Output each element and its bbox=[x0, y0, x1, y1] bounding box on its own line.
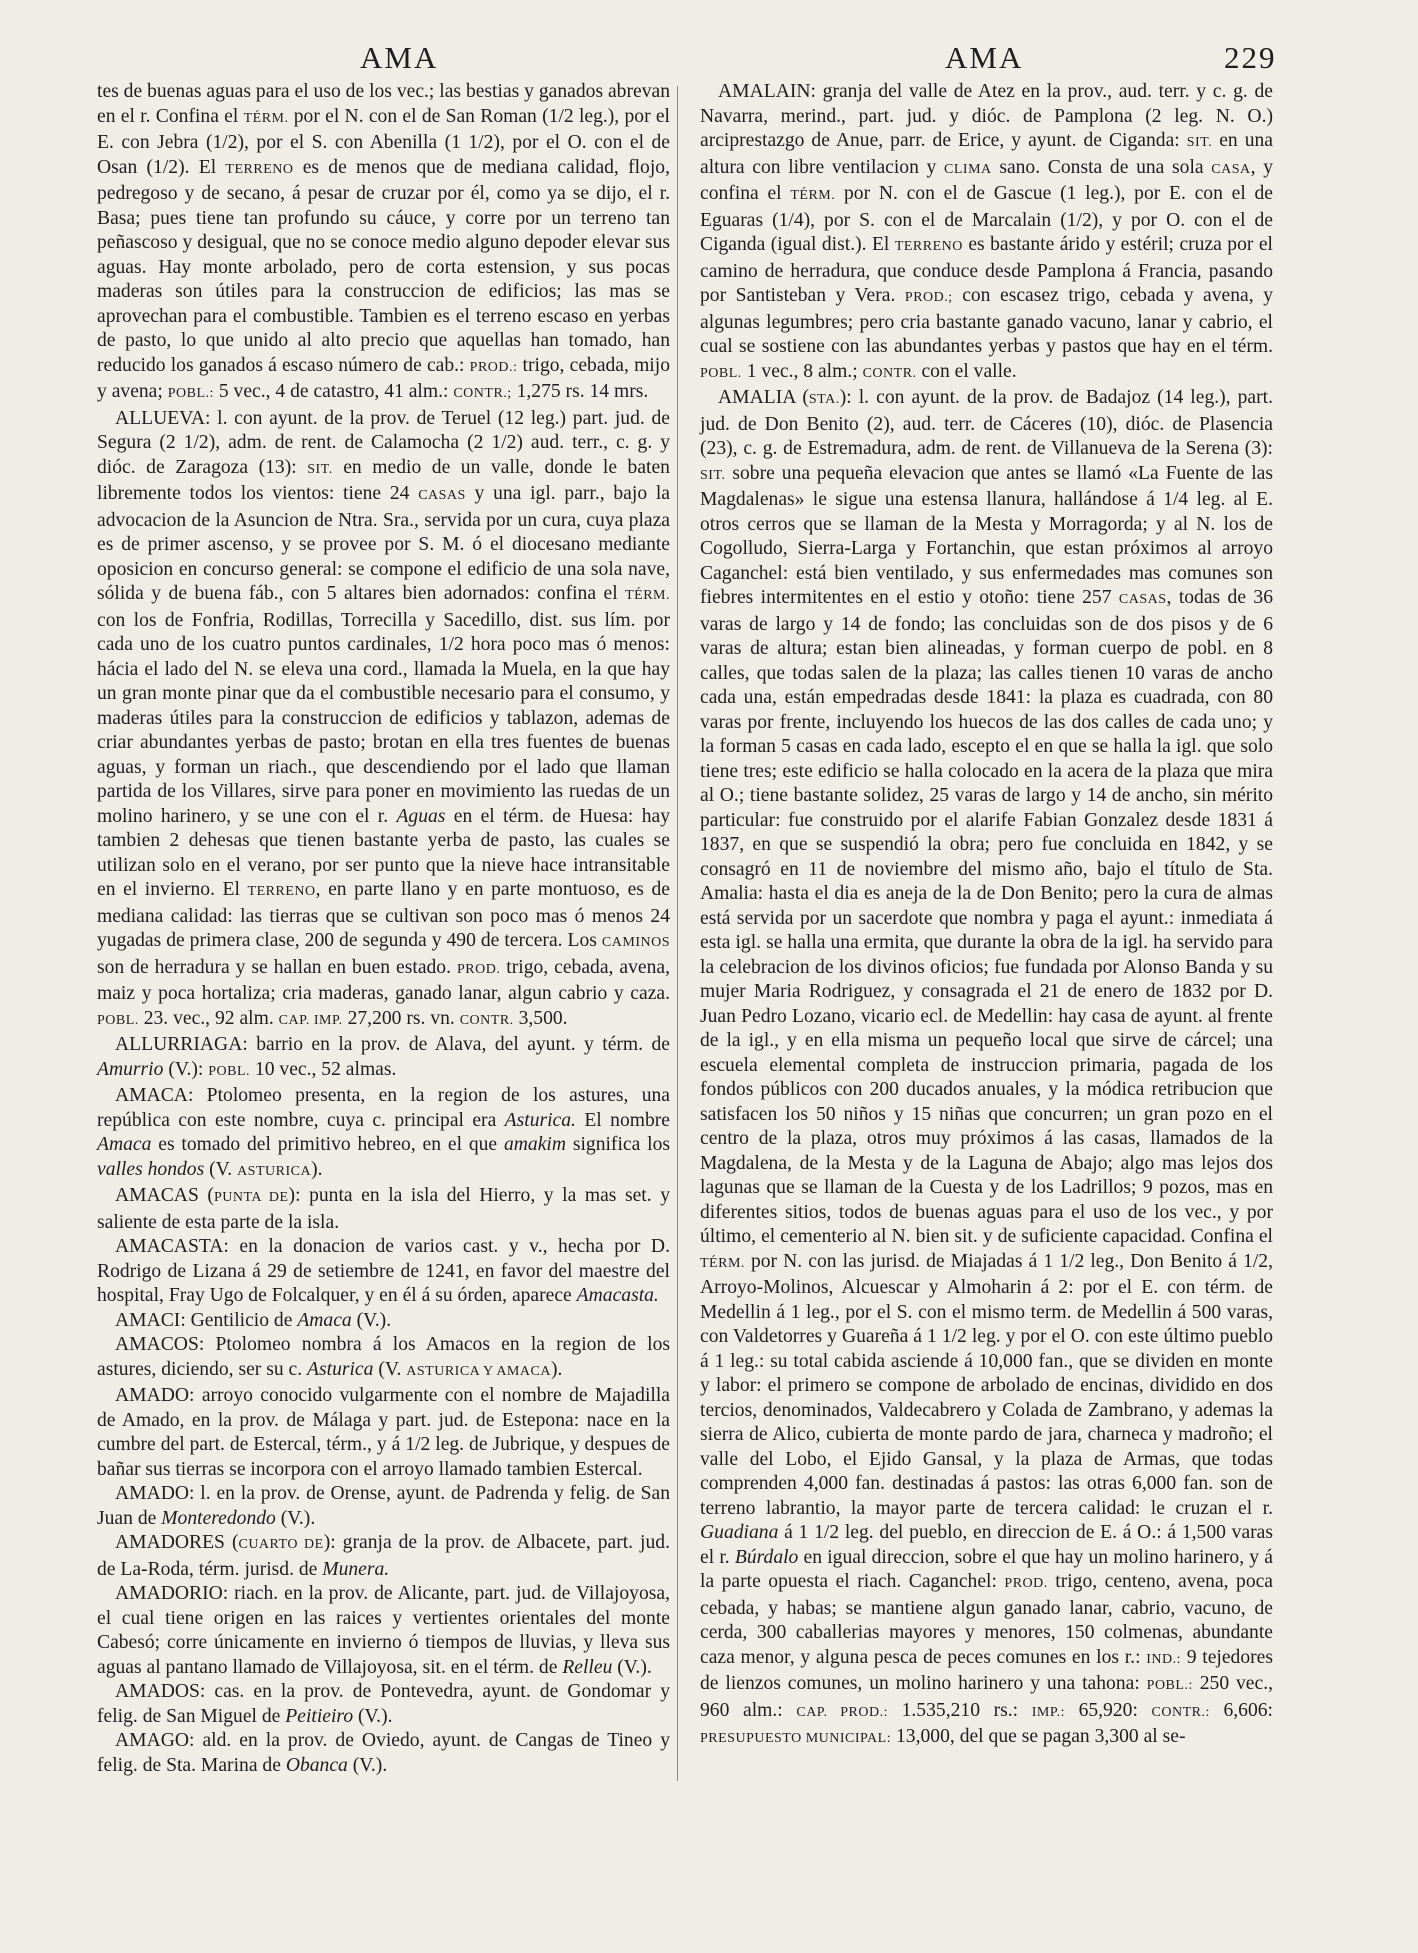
entry-text: CLIMA bbox=[944, 161, 992, 177]
entry-amaci bbox=[97, 1309, 670, 1334]
entry-text: CONTR. bbox=[459, 1012, 514, 1028]
entry-text: por N. con las jurisd. de Miajadas á 1 1/2 leg., Don Benito á 1/2, Arroyo-Molinos, Alcuescar y Almoharin á 2: por el E. con térm. de Medellin á 1 leg., por el S. con el mismo term. de Medellin á 500 varas, con Valdetorres y Guareña á 1 1/2 leg. y por el O. con este último pueblo á 1 leg.: su total cabida asciende á 10,000 fan., que se dividen en monte y labor: el primero se compone de arbolado de encinas, dividido en dos tercios, denominados, Valdecabrero y Colada de Zambrano, y ademas la sierra de Alico, cubierta de monte pardo de jara, charneca y madroño; el valle del Lobo, el Ejido Gansal, y la plaza de Armas, que todas comprenden 4,000 fan. destinadas á pastos: las otras 6,000 fan. son de terreno labrantio, la mayor parte de tercera calidad: le cruzan el r. bbox=[700, 1250, 1273, 1519]
entry-text: significa los bbox=[566, 1134, 670, 1155]
entry-text: 250 vec., 960 alm.: bbox=[700, 1673, 1273, 1721]
entry-text: (V.). bbox=[353, 1705, 393, 1727]
entry-text: AMACAS ( bbox=[115, 1185, 214, 1206]
entry-text: son de herradura y se hallan en buen estado. bbox=[97, 956, 457, 978]
entry-text: 23. vec., 92 alm. bbox=[138, 1007, 279, 1029]
entry-cont bbox=[97, 80, 670, 407]
entry-text: es tomado del primitivo hebreo, en el que bbox=[151, 1134, 504, 1155]
entry-amago bbox=[97, 1729, 670, 1778]
entry-text: TÉRM. bbox=[790, 188, 836, 203]
entry-text: CONTR. bbox=[862, 365, 917, 381]
entry-text: (V.). bbox=[612, 1656, 652, 1678]
entry-text: con escasez trigo, cebada y avena, y algunas legumbres; pero cria bastante ganado vacuno, lanar y cabrio, el cual se sostiene con las abundantes yerbas y pastos que hay en el térm. bbox=[700, 285, 1273, 357]
entry-text: ASTURICA Y AMACA bbox=[406, 1363, 551, 1379]
entry-text: 1,275 rs. 14 mrs. bbox=[511, 381, 649, 402]
entry-text: 5 vec., 4 de catastro, 41 alm.: bbox=[213, 381, 454, 402]
entry-text: 6,606: bbox=[1209, 1699, 1274, 1721]
entry-text: 1 vec., 8 alm.; bbox=[741, 360, 863, 382]
entry-text: , en parte llano y en parte montuoso, es de mediana calidad: las tierras que se cultivan son poco mas ó menos 24 yugadas de primera clase, 200 de segunda y 490 de tercera. Los bbox=[97, 879, 670, 951]
entry-text: SIT. bbox=[1186, 135, 1213, 150]
entry-text: en el térm. de Huesa: hay tambien 2 dehesas que tienen bastante yerba de pasto, las cuales se utilizan solo en el verano, por ser punto que la nieve hace intransitable en el invierno. El bbox=[97, 805, 670, 900]
entry-text: , y confina el bbox=[700, 156, 1274, 204]
entry-text: en igual direccion, sobre el que hay un molino harinero, y á la parte opuesta el riach. Caganchel: bbox=[700, 1546, 1273, 1592]
entry-allueva bbox=[97, 407, 670, 1034]
entry-text: amakim bbox=[503, 1134, 566, 1155]
entry-text: SIT. bbox=[307, 461, 333, 477]
entry-text: ). bbox=[311, 1158, 323, 1180]
entry-amadorio bbox=[97, 1582, 670, 1680]
entry-text: AMACOS: Ptolomeo nombra á los Amacos en la region de los astures, diciendo, ser su c. bbox=[97, 1334, 670, 1380]
entry-text: , todas de 36 varas de largo y 14 de fondo; las concluidas son de dos pisos y de 6 varas de altura; estan bien alineadas, y forman cuerpo de pobl. en 8 calles, que todas salen de la plaza; las calles tienen 10 varas de ancho cada una, están empedradas desde 1841: la plaza es cuadrada, con 80 varas por frente, incluyendo los huecos de las dos calles de cada uno; y la forman 5 casas en cada lado, escepto el en que se halla la igl. que solo tiene tres; este edificio se halla colocado en la acera de la plaza que mira al O.; tiene bastante solidez, 25 varas de largo y 14 de ancho, sin mérito particular: fue construido por el alarife Fabian Gonzalez desde 1831 á 1837, en que se suspendió la obra; pero fue concluida en 1842, y se consagró en 11 de noviembre del mismo año, bajo el título de Sta. Amalia: hasta el dia es aneja de la de Don Benito; pero la cura de almas está servida por un sacerdote que nombra y paga el ayunt.: inmediata á esta igl. se halla una ermita, que durante la obra de la igl. ha servido para la celebracion de los divinos oficios; fue fundada por Alonso Banda y su mujer Maria Rodriguez, y consagrada el 21 de enero de 1832 por D. Juan Pedro Lozano, vicario ecl. de Medellin: hay casa de ayunt. al frente de la igl., y en ella misma un pequeño local que sirve de cárcel; una escuela elemental completa de instruccion primaria, pagada de los fondos públicos con 200 ducados anuales, y la módica retribucion que satisfacen los 50 niños y 15 niñas que concurren; un gran pozo en el centro de la plaza, otros muy próximos á las casas, llamados de la Magdalena, de la Mesta y de la Laguna de Abajo; algo mas lejos dos lagunas que se llaman de la Cuesta y de los Ladrillos; 9 pozos, mas en diferentes sitios, todos de buenas aguas para el uso de los vec., y por último, el cementerio al N. bien sit. y de suficiente capacidad. Confina el bbox=[700, 587, 1273, 1247]
entry-text: CONTR.: bbox=[1151, 1704, 1210, 1720]
entry-amados bbox=[97, 1680, 670, 1729]
entry-text: TÉRM. bbox=[243, 110, 289, 126]
entry-text: TERRENO bbox=[225, 161, 294, 177]
entry-text: valles hondos bbox=[97, 1158, 205, 1180]
entry-text: ): punta en la isla del Hierro, y la mas set. y saliente de esta parte de la isla. bbox=[97, 1185, 671, 1233]
page-number: 229 bbox=[1224, 40, 1277, 75]
entry-text: El nombre bbox=[575, 1109, 670, 1131]
entry-text: AMADORIO: riach. en la prov. de Alicante, part. jud. de Villajoyosa, el cual tiene origen en las raices y vertientes orientales del monte Cabesó; corre únicamente en invierno ó tiempos de lluvias, y lleva sus aguas al pantano llamado de Villajoyosa, sit. en el térm. de bbox=[97, 1583, 670, 1678]
entry-text: ): l. con ayunt. de la prov. de Badajoz (14 leg.), part. jud. de Don Benito (2), aud. terr. de Cáceres (10), dióc. de Plasencia (23), c. g. de Estremadura, adm. de rent. de Villanueva de la Serena (3): bbox=[700, 387, 1273, 459]
entry-text: 27,200 rs. vn. bbox=[342, 1007, 460, 1029]
entry-text: ALLURRIAGA: barrio en la prov. de Alava, del ayunt. y térm. de bbox=[115, 1034, 670, 1055]
entry-text: TÉRM. bbox=[625, 588, 670, 603]
entry-text: PROD.; bbox=[904, 290, 953, 305]
entry-text: ASTURICA bbox=[237, 1163, 312, 1179]
entry-text: (V.). bbox=[351, 1309, 392, 1331]
entry-text: por el N. con el de San Roman (1/2 leg.), por el E. con Jebra (1/2), por el S. con Abenilla (1 1/2), por el O. con el de Osan (1/2). El bbox=[97, 105, 671, 178]
entry-text: (V.). bbox=[275, 1507, 316, 1529]
entry-text: ): granja de la prov. de Albacete, part. jud. de La-Roda, térm. jurisd. de bbox=[97, 1532, 670, 1580]
entry-amacas bbox=[97, 1184, 670, 1235]
entry-amado2 bbox=[97, 1482, 670, 1531]
running-header-left: AMA bbox=[360, 40, 439, 75]
entry-text: CAP. IMP. bbox=[278, 1012, 343, 1028]
entry-text: Amaca bbox=[297, 1309, 352, 1331]
entry-text: AMADORES ( bbox=[115, 1532, 239, 1553]
entry-text: AMADOS: cas. en la prov. de Pontevedra, ayunt. de Gondomar y felig. de San Miguel de bbox=[97, 1681, 670, 1727]
entry-amaca bbox=[97, 1084, 670, 1184]
entry-text: es bastante árido y estéril; cruza por el camino de herradura, que conduce desde Pamplona á Francia, pasando por Santisteban y Vera. bbox=[700, 234, 1273, 306]
right-column bbox=[700, 80, 1273, 1752]
entry-text: CAMINOS bbox=[601, 935, 670, 950]
entry-text: (V.). bbox=[347, 1754, 388, 1776]
entry-text: AMACI: Gentilicio de bbox=[115, 1309, 298, 1331]
entry-text: en medio de un valle, donde le baten libremente todos los vientos: tiene 24 bbox=[97, 456, 670, 504]
entry-text: PROD. bbox=[456, 961, 501, 977]
entry-text: en una altura con libre ventilacion y bbox=[700, 130, 1273, 178]
entry-text: TERRENO bbox=[894, 239, 963, 254]
entry-text: CASAS bbox=[1118, 592, 1167, 607]
entry-text: SIT. bbox=[700, 467, 726, 483]
entry-text: PUNTA DE bbox=[213, 1190, 289, 1205]
entry-text: TERRENO bbox=[247, 884, 316, 899]
entry-text: POBL. bbox=[208, 1063, 251, 1079]
entry-text: trigo, centeno, avena, poca cebada, y habas; se mantiene algun ganado lanar, cabrio, vacuno, de cerda, 300 caballerias mayores y menores, 150 colmenas, abundante caza menor, y alguna pesca de peces comunes en los r.: bbox=[700, 1571, 1274, 1668]
entry-text: POBL. bbox=[97, 1012, 139, 1028]
entry-text: POBL.: bbox=[1146, 1678, 1193, 1693]
column-divider bbox=[677, 86, 678, 1781]
entry-text: sano. Consta de una sola bbox=[991, 156, 1212, 178]
entry-text: CASA bbox=[1211, 161, 1251, 177]
entry-text: por N. con el de Gascue (1 leg.), por E. con el de Eguaras (1/4), por S. con el de Marcalain (1/2), y por O. con el de Ciganda (igual dist.). El bbox=[700, 183, 1273, 255]
entry-text: PRESUPUESTO MUNICIPAL: bbox=[700, 1731, 892, 1746]
entry-text: Amacasta. bbox=[576, 1285, 659, 1306]
entry-text: AMACA: Ptolomeo presenta, en la region de los astures, una república con este nombre, cuya c. principal era bbox=[97, 1085, 670, 1131]
entry-text: Obanca bbox=[285, 1754, 348, 1776]
entry-text: CUARTO DE bbox=[238, 1537, 324, 1552]
entry-text: con los de Fonfria, Rodillas, Torrecilla y Sacedillo, dist. sus lím. por cada uno de los cuatro puntos cardinales, 1/2 hora poco mas ó menos: hácia el lado del N. se eleva una cord., llamada la Muela, en la que hay un gran monte pinar que da el combustible necesario para el consumo, y maderas útiles para la construccion de edificios y tablazon, ademas de criar abundantes yerbas de pasto; brotan en ella tres fuentes de buenas aguas, y forman un riach., que descendiendo por el lado que llaman partida de los Villares, sirve para poner en movimiento las ruedas de un molino harinero, y se une con el r. bbox=[97, 609, 670, 827]
entry-text: Amaca bbox=[97, 1134, 152, 1155]
entry-text: es de menos que de mediana calidad, flojo, pedregoso y de secano, á pesar de cruzar por él, como ya se dijo, el r. Basa; pues tiene tan profundo su cáuce, y corre por un terreno tan peñascoso y desigual, que no se conoce medio alguno depoder elevar sus aguas. Hay monte arbolado, pero de corta estension, y sus pocas maderas son útiles para la construccion de edificios; las mas se aprovechan para el combustible. Tambien es el terreno escaso en yerbas de pasto, lo que unido al alto precio que aquellas han tomado, han reducido los ganados á escaso número de cab.: bbox=[97, 156, 670, 376]
entry-text: IND.: bbox=[1146, 1651, 1182, 1667]
entry-text: Amurrio bbox=[97, 1058, 164, 1080]
entry-text: IMP.: bbox=[1031, 1704, 1065, 1720]
entry-text: (V. bbox=[373, 1358, 407, 1380]
entry-text: CASAS bbox=[418, 488, 466, 503]
entry-text: POBL. bbox=[700, 365, 742, 381]
entry-text: AMAGO: ald. en la prov. de Oviedo, ayunt. de Cangas de Tineo y felig. de Sta. Marina de bbox=[97, 1730, 670, 1776]
entry-text: Aguas bbox=[396, 805, 446, 827]
entry-text: AMADO: arroyo conocido vulgarmente con el nombre de Majadilla de Amado, en la prov. de Málaga y part. jud. de Estepona: nace en la cumbre del part. de Estercal, térm., y á 1/2 leg. de Jubrique, y despues de bañar sus tierras se incorpora con el arroyo llamado tambien Estercal. bbox=[97, 1385, 670, 1480]
entry-text: Peitieiro bbox=[285, 1705, 354, 1727]
entry-amacos bbox=[97, 1333, 670, 1384]
entry-text: trigo, cebada, avena, maiz y poca hortaliza; cria maderas, ganado lanar, algun cabrio y caza. bbox=[97, 956, 670, 1004]
entry-text: AMACASTA: en la donacion de varios cast. y v., hecha por D. Rodrigo de Lizana á 29 de setiembre de 1241, en favor del maestre del hospital, Fray Ugo de Folcalquer, y en él á su órden, aparece bbox=[97, 1236, 670, 1306]
entry-allurriaga bbox=[97, 1033, 670, 1084]
entry-text: 13,000, del que se pagan 3,300 al se- bbox=[891, 1726, 1186, 1747]
entry-text: á 1 1/2 leg. del pueblo, en direccion de E. á O.: á 1,500 varas el r. bbox=[700, 1522, 1273, 1568]
entry-text: AMALIA ( bbox=[718, 387, 809, 408]
entry-text: 1.535,210 rs.: bbox=[888, 1699, 1032, 1721]
entry-text: 3,500. bbox=[513, 1007, 568, 1029]
entry-text: Asturica. bbox=[504, 1109, 576, 1131]
entry-text: con el valle. bbox=[916, 360, 1017, 382]
entry-amalain bbox=[700, 80, 1273, 386]
entry-text: CAP. PROD.: bbox=[796, 1704, 888, 1720]
entry-text: POBL.: bbox=[167, 386, 214, 401]
entry-text: ). bbox=[550, 1358, 563, 1380]
entry-amalia bbox=[700, 386, 1273, 1752]
entry-text: (V.): bbox=[163, 1058, 209, 1080]
entry-amado1 bbox=[97, 1384, 670, 1482]
entry-amadores bbox=[97, 1531, 670, 1582]
entry-text: 65,920: bbox=[1064, 1699, 1152, 1721]
running-header-center: AMA bbox=[945, 40, 1024, 75]
entry-text: Búrdalo bbox=[734, 1546, 799, 1568]
entry-text: Munera. bbox=[322, 1558, 390, 1580]
entry-text: ALLUEVA: l. con ayunt. de la prov. de Teruel (12 leg.) part. jud. de Segura (2 1/2), adm. de rent. de Calamocha (2 1/2) aud. terr., c. g. y dióc. de Zaragoza (13): bbox=[97, 407, 670, 478]
entry-text: PROD. bbox=[1004, 1576, 1048, 1591]
entry-text: AMALAIN: granja del valle de Atez en la prov., aud. terr. y c. g. de Navarra, merind., part. jud. y dióc. de Pamplona (2 leg. N. O.) arciprestazgo de Anue, parr. de Erice, y ayunt. de Ciganda: bbox=[700, 81, 1273, 151]
entry-text: (V. bbox=[204, 1158, 238, 1180]
entry-text: trigo, cebada, mijo y avena; bbox=[97, 354, 670, 402]
entry-amacasta bbox=[97, 1235, 670, 1309]
entry-text: Asturica bbox=[307, 1358, 374, 1380]
entry-text: CONTR.; bbox=[453, 386, 512, 401]
entry-text: AMADO: l. en la prov. de Orense, ayunt. de Padrenda y felig. de San Juan de bbox=[97, 1483, 670, 1529]
entry-text: Monteredondo bbox=[161, 1507, 276, 1529]
entry-text: Relleu bbox=[562, 1656, 613, 1678]
entry-text: 10 vec., 52 almas. bbox=[250, 1058, 397, 1080]
entry-text: Guadiana bbox=[700, 1522, 779, 1543]
entry-text: y una igl. parr., bajo la advocacion de la Asuncion de Ntra. Sra., servida por un cura, cuya plaza es de primer ascenso, y se provee por S. M. ó el diocesano mediante oposicion en concurso general: se compone el edificio de una sola nave, sólida y de buena fáb., con 5 altares bien adornados: confina el bbox=[97, 483, 670, 604]
entry-text: TÉRM. bbox=[700, 1255, 745, 1271]
left-column bbox=[97, 80, 670, 1778]
entry-text: PROD.: bbox=[469, 359, 518, 375]
entry-text: sobre una pequeña elevacion que antes se llamó «La Fuente de las Magdalenas» le sigue una estensa llanura, hallándose á 1/4 leg. al E. otros cerros que se llaman de la Mesta y Morragorda; y al N. los de Cogolludo, Sierra-Larga y Fortanchin, que estan próximos al arroyo Caganchel: está bien ventilado, y sus enfermedades mas comunes son fiebres intermitentes en el estio y otoño: tiene 257 bbox=[700, 462, 1273, 608]
entry-text: STA. bbox=[808, 392, 840, 407]
entry-text: tes de buenas aguas para el uso de los vec.; las bestias y ganados abrevan en el r. Confina el bbox=[97, 81, 670, 127]
entry-text: 9 tejedores de lienzos comunes, un molino harinero y una tahona: bbox=[700, 1646, 1273, 1694]
